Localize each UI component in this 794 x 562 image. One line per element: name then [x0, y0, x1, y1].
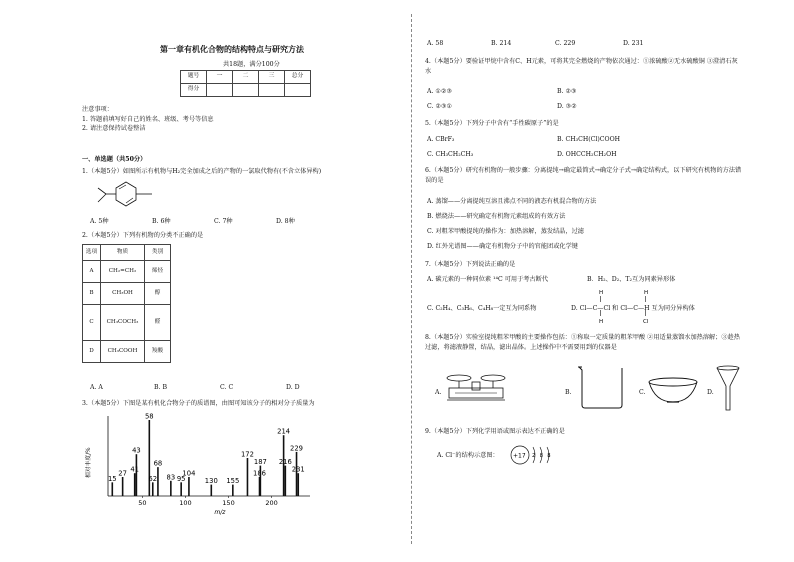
option-d[interactable]: D. OHCCH₂CH₂OH — [557, 151, 617, 158]
option-b[interactable]: B. B — [154, 384, 168, 391]
peak-label: 155 — [226, 477, 240, 486]
option-d[interactable]: D. Cl—C—Cl 和 Cl—C—H 互为同分异构体 — [571, 305, 695, 312]
peak-label: 15 — [107, 474, 117, 483]
score-header: 三 — [259, 71, 285, 84]
x-tick-label: 50 — [138, 499, 147, 507]
q8-label-b[interactable]: B. — [565, 389, 572, 396]
option-c[interactable]: C. 对粗苯甲酸提纯的操作为：加热溶解，蒸发结晶，过滤 — [427, 228, 584, 235]
section-heading: 一、单选题（共50分） — [82, 156, 147, 163]
peak-label: 186 — [253, 469, 267, 478]
nucleus-charge: +17 — [513, 452, 526, 460]
table-cell: D — [83, 341, 101, 363]
q1-structure-diagram — [86, 176, 166, 210]
score-header: 题号 — [181, 71, 207, 84]
table-header: 选项 — [83, 245, 101, 261]
score-cell[interactable] — [259, 84, 285, 97]
peak-label: 58 — [144, 412, 154, 421]
q4-options — [427, 103, 577, 111]
q8-label-d[interactable]: D. — [707, 389, 714, 396]
option-a[interactable]: A. 碳元素的一种同位素 ¹⁴C 可用于考古断代 — [427, 276, 549, 283]
question-4-text: 4.（本题5分）要验证甲烷中含有C、H元素，可将其完全燃烧的产物依次通过：①浓硫酸②无水硫酸铜 ③澄清石灰水 — [425, 58, 738, 75]
option-a[interactable]: A. ①②③ — [427, 88, 453, 95]
page-subtitle: 共18题，满分100分 — [223, 61, 280, 68]
table-cell: CH₃OH — [101, 283, 145, 305]
option-c[interactable]: C. C₂H₄、C₃H₆、C₄H₈一定互为同系物 — [427, 305, 537, 312]
peak-label: 172 — [240, 450, 254, 459]
x-tick-label: 150 — [222, 499, 235, 507]
x-tick-label: 200 — [265, 499, 278, 507]
peak-label: 83 — [166, 473, 176, 482]
classification-table — [82, 244, 171, 363]
table-cell: 醛 — [145, 305, 171, 341]
option-b[interactable]: B. ②③ — [557, 88, 577, 95]
beaker-icon — [575, 364, 629, 410]
peak-label: 187 — [253, 458, 267, 467]
option-d[interactable]: D. 红外光谱图——确定有机物分子中的官能团或化学键 — [427, 243, 578, 250]
svg-text:H: H — [599, 290, 604, 296]
option-d[interactable]: D. 231 — [623, 40, 644, 47]
table-cell: 羧酸 — [145, 341, 171, 363]
q5-options — [427, 151, 617, 159]
electron-shells: 2 8 8 — [532, 453, 552, 459]
page-title: 第一章有机化合物的结构特点与研究方法 — [160, 44, 304, 54]
table-cell: CH₂=CH₂ — [101, 261, 145, 283]
question-1-text: 1.（本题5分）如图所示有机物与H₂完全加成之后的产物的一氯取代物有(不含立体异构) — [82, 168, 322, 175]
score-header: 二 — [233, 71, 259, 84]
option-c[interactable]: C. C — [220, 384, 234, 391]
atomic-structure-diagram — [509, 442, 559, 470]
score-cell[interactable] — [285, 84, 311, 97]
table-cell: 烯烃 — [145, 261, 171, 283]
peak-label: 130 — [204, 477, 218, 486]
option-c[interactable]: C. 229 — [555, 40, 576, 47]
score-header: 一 — [207, 71, 233, 84]
option-c[interactable]: C. CH₃CH₂CH₃ — [427, 151, 474, 158]
option-a[interactable]: A. Cl⁻的结构示意图： — [437, 452, 499, 459]
x-tick-label: 100 — [179, 499, 192, 507]
q5-options — [427, 136, 620, 144]
note-item: 1. 答题前填写好自己的姓名、班级、考号等信息 — [82, 116, 214, 123]
question-7-text: 7.（本题5分）下列说法正确的是 — [425, 261, 516, 268]
option-b[interactable]: B. 6种 — [152, 218, 171, 225]
option-b[interactable]: B. 214 — [491, 40, 512, 47]
table-cell: B — [83, 283, 101, 305]
peak-label: 229 — [290, 444, 304, 453]
table-cell: C — [83, 305, 101, 341]
table-header: 类别 — [145, 245, 171, 261]
note-item: 2. 请注意保持试卷整洁 — [82, 125, 146, 132]
q2-options — [90, 384, 300, 392]
option-d[interactable]: D. ③② — [557, 103, 577, 110]
option-a[interactable]: A. 蒸馏——分离提纯互溶且沸点不同的液态有机混合物的方法 — [427, 198, 597, 205]
peak-label: 43 — [132, 446, 141, 455]
option-d[interactable]: D. 8种 — [276, 218, 295, 225]
mass-spectrum-chart — [82, 410, 322, 520]
option-d[interactable]: D. D — [286, 384, 300, 391]
q4-options — [427, 88, 577, 96]
peak-label: 95 — [176, 474, 186, 483]
svg-text:H: H — [599, 319, 604, 325]
score-header: 总分 — [285, 71, 311, 84]
table-cell: A — [83, 261, 101, 283]
svg-text:Cl: Cl — [643, 319, 649, 325]
q1-options — [90, 218, 295, 226]
peak-label: 68 — [153, 459, 163, 468]
q8-label-a[interactable]: A. — [435, 389, 442, 396]
question-2-text: 2.（本题5分）下列有机物的分类不正确的是 — [82, 232, 204, 239]
option-a[interactable]: A. CBrF₃ — [427, 136, 455, 143]
question-5-text: 5.（本题5分）下列分子中含有“手性碳原子”的是 — [425, 120, 559, 127]
score-row-label: 得分 — [181, 84, 207, 97]
svg-text:H: H — [644, 290, 649, 296]
q3-options — [427, 40, 643, 48]
option-b[interactable]: B. CH₃CH(Cl)COOH — [557, 136, 621, 143]
table-cell: CH₃COOH — [101, 341, 145, 363]
notes-heading: 注意事项： — [82, 106, 113, 113]
score-table — [180, 70, 311, 97]
question-6-text: 6.（本题5分）研究有机物的一般步骤：分离提纯→确定最简式→确定分子式→确定结构式，以下研究有机物的方法错误的是 — [425, 167, 742, 184]
peak-label: 27 — [118, 469, 127, 478]
option-a[interactable]: A. A — [90, 384, 103, 391]
question-9-text: 9.（本题5分）下列化学用语或图示表达不正确的是 — [425, 428, 565, 435]
option-b[interactable]: B. 燃烧法——研究确定有机物元素组成的有效方法 — [427, 213, 566, 220]
q8-label-c[interactable]: C. — [639, 389, 646, 396]
x-axis-label: m/z — [214, 509, 226, 516]
question-8-text: 8.（本题5分）实验室提纯粗苯甲酸的主要操作包括：①称取一定质量的粗苯甲酸 ②用适量蒸馏水加热溶解；③趁热过滤，将滤液静置，结晶，滤出晶体。上述操作中不需要用到的仪器是 — [425, 334, 740, 351]
peak-label: 104 — [182, 469, 196, 478]
peak-label: 216 — [278, 458, 292, 467]
option-a[interactable]: A. 5种 — [90, 218, 109, 225]
score-cell[interactable] — [233, 84, 259, 97]
peak-label: 231 — [291, 465, 305, 474]
table-cell: 醇 — [145, 283, 171, 305]
page-divider — [411, 14, 412, 544]
score-cell[interactable] — [207, 84, 233, 97]
balance-scale-icon — [445, 370, 507, 404]
option-c[interactable]: C. ②③① — [427, 103, 453, 110]
option-b[interactable]: B．H₂、D₂、T₂互为同素异形体 — [587, 276, 676, 283]
peak-label: 41 — [130, 465, 140, 474]
table-cell: CH₃COCH₃ — [101, 305, 145, 341]
q7-structure-marks — [571, 288, 691, 330]
evaporating-dish-icon — [647, 376, 701, 406]
option-c[interactable]: C. 7种 — [214, 218, 233, 225]
peak-label: 214 — [277, 427, 291, 436]
table-header: 物质 — [101, 245, 145, 261]
funnel-icon — [715, 364, 741, 412]
peak-label: 62 — [148, 474, 158, 483]
option-a[interactable]: A. 58 — [427, 40, 444, 47]
y-axis-label: 相对丰度/% — [86, 447, 92, 478]
question-3-text: 3.（本题5分）下图是某有机化合物分子的质谱图，由图可知该分子的相对分子质量为 — [82, 400, 315, 407]
